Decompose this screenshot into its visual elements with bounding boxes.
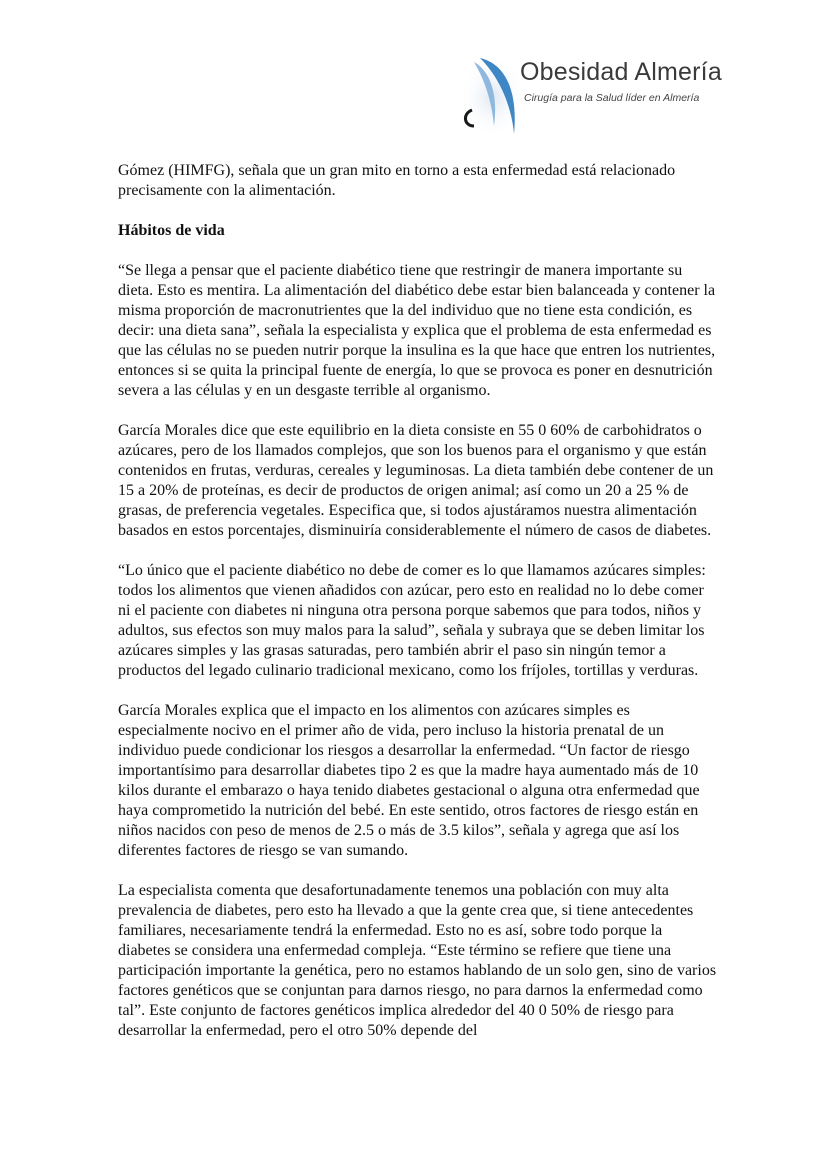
paragraph: García Morales explica que el impacto en los alimentos con azúcares simples es especialmente nocivo en el primer año de vida, pero incluso la historia prenatal de un individuo puede condicionar los riesgos a desarrollar la enfermedad. “Un factor de riesgo importantísimo para desarrollar diabetes tipo 2 es que la madre haya aumentado más de 10 kilos durante el embarazo o haya tenido diabetes gestacional o alguna otra enfermedad que haya comprometido la nutrición del bebé. En este sentido, otros factores de riesgo están en niños nacidos con peso de menos de 2.5 o más de 3.5 kilos”, señala y agrega que así los diferentes factores de riesgo se van sumando. bbox=[118, 702, 700, 859]
paragraph: La especialista comenta que desafortunadamente tenemos una población con muy alta prevalencia de diabetes, pero esto ha llevado a que la gente crea que, si tiene antecedentes familiares, necesariamente tendrá la enfermedad. Esto no es así, sobre todo porque la diabetes se considera una enfermedad compleja. “Este término se refiere que tiene una participación importante la genética, pero no estamos hablando de un solo gen, sino de varios factores genéticos que se conjuntan para darnos riesgo, no para darnos la enfermedad como tal”. Este conjunto de factores genéticos implica alrededor del 40 0 50% de riesgo para desarrollar la enfermedad, pero el otro 50% depende del bbox=[118, 882, 717, 1039]
paragraph: García Morales dice que este equilibrio en la dieta consiste en 55 0 60% de carbohidratos o azúcares, pero de los llamados complejos, que son los buenos para el organismo y que están contenidos en frutas, verduras, cereales y leguminosas. La dieta también debe contener de un 15 a 20% de proteínas, es decir de productos de origen animal; así como un 20 a 25 % de grasas, de preferencia vegetales. Especifica que, si todos ajustáramos nuestra alimentación basados en estos porcentajes, disminuiría considerablemente el número de casos de diabetes. bbox=[118, 422, 714, 539]
logo-subtitle: Cirugía para la Salud líder en Almería bbox=[524, 92, 700, 104]
document-body bbox=[118, 161, 718, 1061]
intro-paragraph: Gómez (HIMFG), señala que un gran mito en torno a esta enfermedad está relacionado precisamente con la alimentación. bbox=[118, 162, 676, 199]
logo-title: Obesidad Almería bbox=[520, 58, 722, 86]
obesidad-almeria-logo bbox=[458, 52, 758, 142]
logo-mark-icon bbox=[458, 52, 528, 142]
paragraph: “Se llega a pensar que el paciente diabético tiene que restringir de manera importante su dieta. Esto es mentira. La alimentación del diabético debe estar bien balanceada y contener la misma proporción de macronutrientes que la del individuo que no tiene esta condición, es decir: una dieta sana”, señala la especialista y explica que el problema de esta enfermedad es que las células no se pueden nutrir porque la insulina es la que hace que entren los nutrientes, entonces si se quita la principal fuente de energía, lo que se provoca es poner en desnutrición severa a las células y en un desgaste terrible al organismo. bbox=[118, 262, 716, 399]
section-heading: Hábitos de vida bbox=[118, 222, 225, 239]
paragraph: “Lo único que el paciente diabético no debe de comer es lo que llamamos azúcares simples: todos los alimentos que vienen añadidos con azúcar, pero esto en realidad no lo debe comer ni el paciente con diabetes ni ninguna otra persona porque sabemos que para todos, niños y adultos, sus efectos son muy malos para la salud”, señala y subraya que se deben limitar los azúcares simples y las grasas saturadas, pero también abrir el paso sin ningún temor a productos del legado culinario tradicional mexicano, como los fríjoles, tortillas y verduras. bbox=[118, 562, 706, 679]
